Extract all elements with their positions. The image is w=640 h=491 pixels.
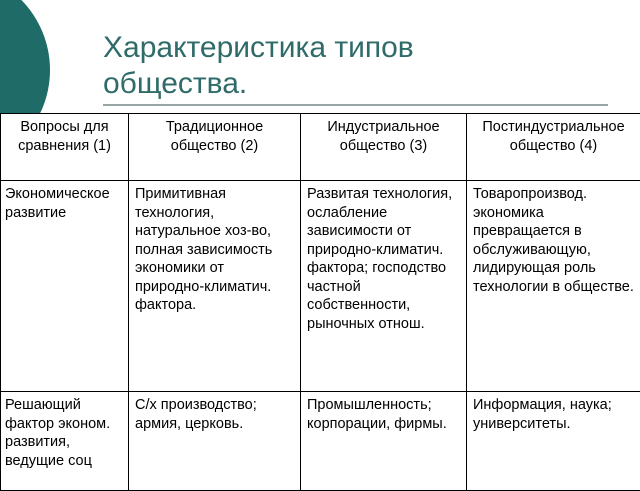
table-row: [1, 392, 640, 491]
header-cell-questions: Вопросы для сравнения (1): [1, 114, 129, 181]
row-header-economic-development: Экономическое развитие: [1, 181, 129, 392]
title-divider: [103, 104, 608, 106]
header-cell-industrial: Индустриальное общество (3): [301, 114, 467, 181]
table-cell: Информация, наука; университеты.: [467, 392, 640, 491]
slide-title-line-2: общества.: [103, 66, 583, 102]
header-cell-postindustrial: Постиндустриальное общество (4): [467, 114, 640, 181]
table-cell: С/х производство; армия, церковь.: [129, 392, 301, 491]
table-cell: Промышленность; корпорации, фирмы.: [301, 392, 467, 491]
table-row: [1, 181, 640, 392]
slide-title: [103, 30, 583, 102]
table-header-row: [1, 114, 640, 181]
comparison-table: [0, 113, 640, 491]
header-cell-traditional: Традиционное общество (2): [129, 114, 301, 181]
row-header-decisive-factor: Решающий фактор эконом. развития, ведущие соц: [1, 392, 129, 491]
table-cell: Развитая технология, ослабление зависимости от природно-климатич. фактора; господство частной собственности, рыночных отнош.: [301, 181, 467, 392]
table-cell: Товаропроизвод. экономика превращается в обслуживающую, лидирующая роль технологии в обществе.: [467, 181, 640, 392]
table-cell: Примитивная технология, натуральное хоз-во, полная зависимость экономики от природно-климатич. фактора.: [129, 181, 301, 392]
slide-title-line-1: Характеристика типов: [103, 30, 583, 66]
